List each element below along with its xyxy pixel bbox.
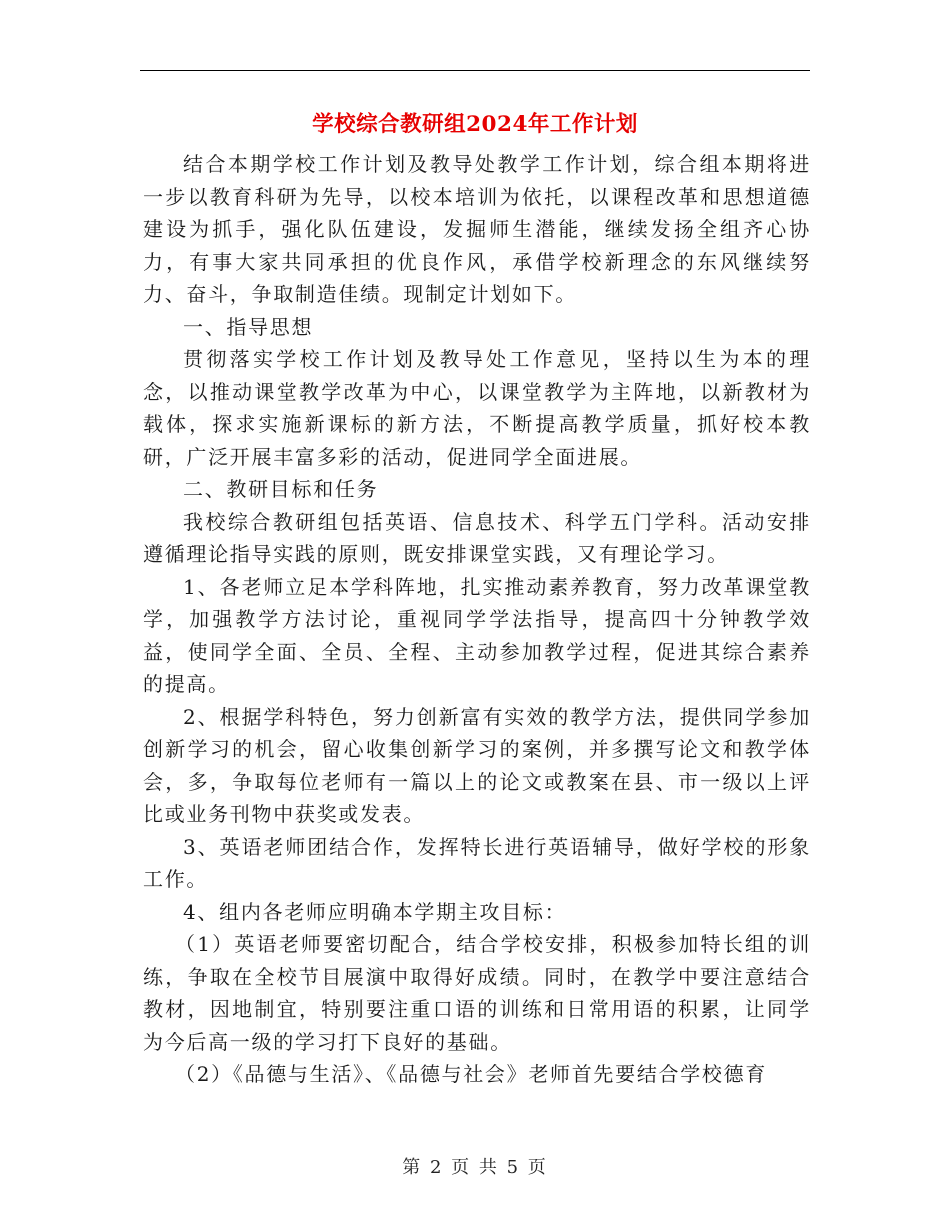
- paragraph-item-1: 1、各老师立足本学科阵地，扎实推动素养教育，努力改革课堂教学，加强教学方法讨论，重视同学学法指导，提高四十分钟教学效益，使同学全面、全员、全程、主动参加教学过程，促进其综合素养的提高。: [143, 574, 811, 696]
- page-number-label: 第 2 页 共 5 页: [402, 1157, 548, 1178]
- section-heading-goals-tasks: 二、教研目标和任务: [183, 477, 379, 501]
- paragraph-guiding-thought: 贯彻落实学校工作计划及教导处工作意见，坚持以生为本的理念，以推动课堂教学改革为中心，以课堂教学为主阵地，以新教材为载体，探求实施新课标的新方法，不断提高教学质量，抓好校本教研，广泛开展丰富多彩的活动，促进同学全面进展。: [143, 347, 811, 469]
- paragraph-item-2: 2、根据学科特色，努力创新富有实效的教学方法，提供同学参加创新学习的机会，留心收集创新学习的案例，并多撰写论文和教学体会，多，争取每位老师有一篇以上的论文或教案在县、市一级以上评比或业务刊物中获奖或发表。: [143, 704, 811, 826]
- paragraph-subitem-2: （2）《品德与生活》、《品德与社会》老师首先要结合学校德育: [175, 1062, 768, 1086]
- section-heading-guiding-thought: 一、指导思想: [183, 314, 314, 339]
- paragraph-subitem-1: （1）英语老师要密切配合，结合学校安排，积极参加特长组的训练，争取在全校节目展演中取得好成绩。同时，在教学中要注意结合教材，因地制宜，特别要注重口语的训练和日常用语的积累，让同学为今后高一级的学习打下良好的基础。: [143, 932, 811, 1054]
- document-title: 学校综合教研组2024年工作计划: [312, 112, 638, 137]
- header-rule: [140, 70, 810, 71]
- page-footer: [0, 1153, 950, 1179]
- paragraph-item-3: 3、英语老师团结合作，发挥特长进行英语辅导，做好学校的形象工作。: [143, 834, 811, 891]
- paragraph-intro: 结合本期学校工作计划及教导处教学工作计划，综合组本期将进一步以教育科研为先导，以校本培训为依托，以课程改革和思想道德建设为抓手，强化队伍建设，发掘师生潜能，继续发扬全组齐心协力，有事大家共同承担的优良作风，承借学校新理念的东风继续努力、奋斗，争取制造佳绩。现制定计划如下。: [143, 152, 811, 306]
- document-body: [143, 148, 811, 1091]
- paragraph-group-scope: 我校综合教研组包括英语、信息技术、科学五门学科。活动安排遵循理论指导实践的原则，既安排课堂实践，又有理论学习。: [143, 509, 811, 566]
- paragraph-item-4: 4、组内各老师应明确本学期主攻目标：: [183, 899, 567, 924]
